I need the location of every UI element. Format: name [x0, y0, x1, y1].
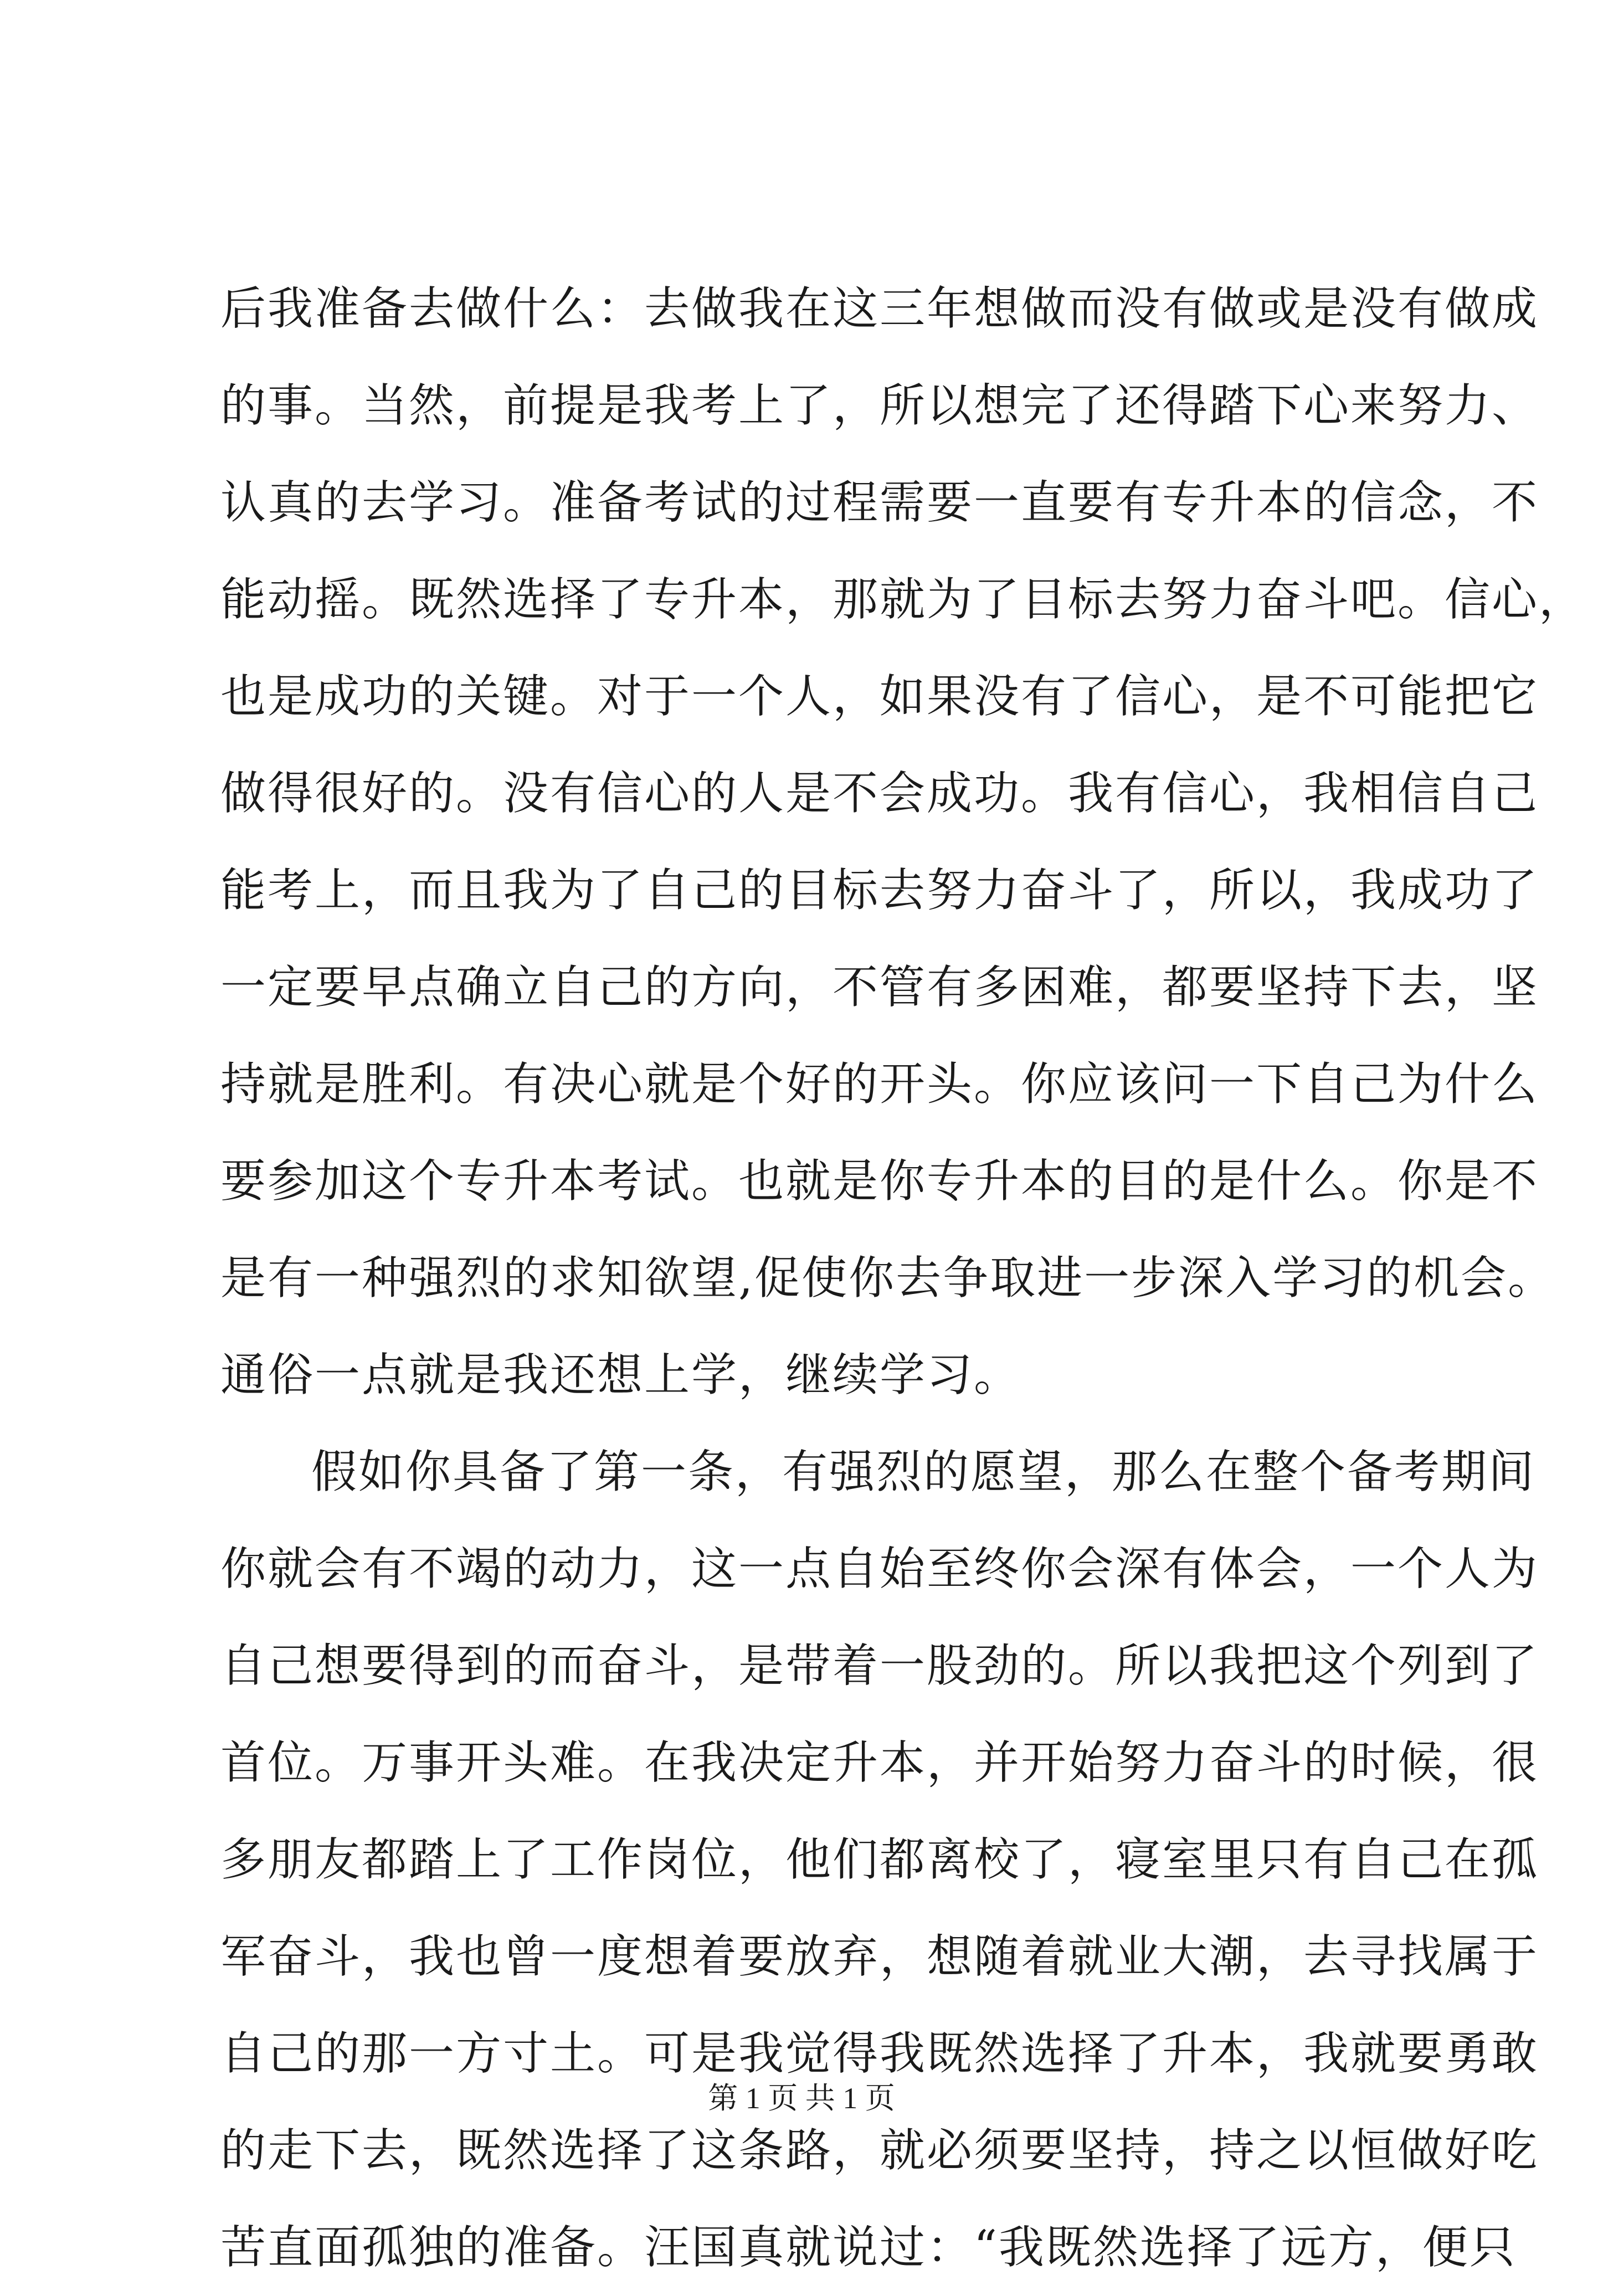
- text-line: 自己想要得到的而奋斗，是带着一股劲的。所以我把这个列到了: [220, 1640, 1539, 1692]
- text-line: 的走下去，既然选择了这条路，就必须要坚持，持之以恒做好吃: [220, 2124, 1539, 2177]
- text-line: 首位。万事开头难。在我决定升本，并开始努力奋斗的时候，很: [220, 1737, 1539, 1789]
- text-line: 能动摇。既然选择了专升本，那就为了目标去努力奋斗吧。信心，: [220, 573, 1586, 626]
- body-text: [220, 260, 1586, 2296]
- text-line: 的事。当然，前提是我考上了，所以想完了还得踏下心来努力、: [220, 379, 1539, 432]
- text-line: 做得很好的。没有信心的人是不会成功。我有信心，我相信自己: [220, 767, 1539, 820]
- text-line: 一定要早点确立自己的方向，不管有多困难，都要坚持下去，坚: [220, 961, 1539, 1014]
- paragraph-first-line: 假如你具备了第一条，有强烈的愿望，那么在整个备考期间: [311, 1446, 1536, 1498]
- text-line: 军奋斗，我也曾一度想着要放弃，想随着就业大潮，去寻找属于: [220, 1930, 1539, 1983]
- text-line: 能考上，而且我为了自己的目标去努力奋斗了，所以，我成功了: [220, 864, 1539, 917]
- text-line: 持就是胜利。有决心就是个好的开头。你应该问一下自己为什么: [220, 1058, 1539, 1111]
- text-line: 后我准备去做什么：去做我在这三年想做而没有做或是没有做成: [220, 282, 1539, 335]
- text-line: 苦直面孤独的准备。汪国真就说过：“我既然选择了远方，便只: [220, 2221, 1517, 2274]
- text-line: 自己的那一方寸土。可是我觉得我既然选择了升本，我就要勇敢: [220, 2027, 1539, 2080]
- text-line: 多朋友都踏上了工作岗位，他们都离校了，寝室里只有自己在孤: [220, 1833, 1539, 1886]
- text-line: 要参加这个专升本考试。也就是你专升本的目的是什么。你是不: [220, 1155, 1539, 1208]
- text-line: 通俗一点就是我还想上学，继续学习。: [220, 1349, 1021, 1401]
- text-line: 也是成功的关键。对于一个人，如果没有了信心，是不可能把它: [220, 670, 1539, 723]
- page-footer: 第 1 页 共 1 页: [708, 2082, 895, 2115]
- text-line: 认真的去学习。准备考试的过程需要一直要有专升本的信念，不: [220, 476, 1539, 529]
- text-line: 你就会有不竭的动力，这一点自始至终你会深有体会，一个人为: [220, 1543, 1539, 1595]
- text-line: 是有一种强烈的求知欲望,促使你去争取进一步深入学习的机会。: [220, 1252, 1555, 1304]
